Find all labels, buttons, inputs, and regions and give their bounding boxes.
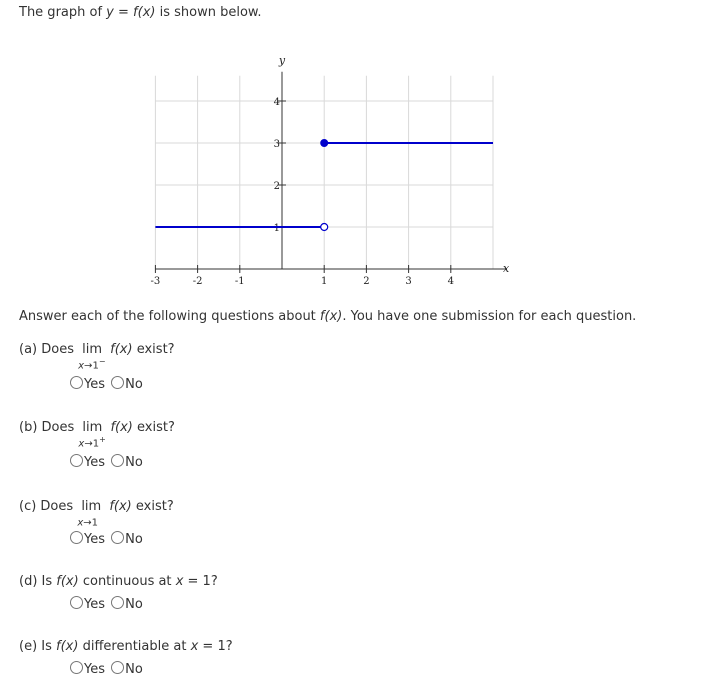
option-a-no-label[interactable]: No: [125, 377, 143, 392]
radio-d-yes[interactable]: [70, 596, 83, 609]
radio-c-yes[interactable]: [70, 531, 83, 544]
y-tick-label: 4: [273, 97, 280, 108]
option-e-no-label[interactable]: No: [125, 662, 143, 677]
y-tick-label: 2: [273, 181, 280, 192]
closed-endpoint: [321, 140, 328, 147]
question-e: (e) Is f(x) differentiable at x = 1?: [19, 639, 233, 654]
question-b: (b) Does lim x→1+ f(x) exist?: [19, 420, 175, 450]
option-c-no-label[interactable]: No: [125, 532, 143, 547]
option-c-yes-label[interactable]: Yes: [84, 532, 105, 547]
x-tick-label: -2: [192, 276, 203, 287]
x-tick-label: 2: [363, 276, 370, 287]
radio-e-no[interactable]: [111, 661, 124, 674]
option-e-yes-label[interactable]: Yes: [84, 662, 105, 677]
options-a: [70, 376, 145, 392]
option-b-no-label[interactable]: No: [125, 455, 143, 470]
x-tick-label: -1: [234, 276, 245, 287]
radio-b-no[interactable]: [111, 454, 124, 467]
options-d: [70, 596, 145, 612]
options-c: [70, 531, 145, 547]
x-tick-label: 4: [447, 276, 454, 287]
question-d: (d) Is f(x) continuous at x = 1?: [19, 574, 218, 589]
intro-text: The graph of y = f(x) is shown below.: [19, 5, 262, 20]
x-tick-label: -3: [150, 276, 161, 287]
instructions: Answer each of the following questions about f(x). You have one submission for each question.: [19, 309, 637, 324]
option-d-yes-label[interactable]: Yes: [84, 597, 105, 612]
options-b: [70, 454, 145, 470]
option-a-yes-label[interactable]: Yes: [84, 377, 105, 392]
radio-d-no[interactable]: [111, 596, 124, 609]
radio-b-yes[interactable]: [70, 454, 83, 467]
y-tick-label: 1: [273, 223, 280, 234]
limit-subscript: x→1+: [78, 435, 106, 450]
question-c: (c) Does lim x→1 f(x) exist?: [19, 499, 174, 529]
y-axis-label: y: [278, 53, 286, 67]
limit-expression: lim x→1: [77, 499, 102, 529]
x-axis-label: x: [503, 262, 510, 275]
radio-a-no[interactable]: [111, 376, 124, 389]
limit-expression: lim x→1−: [78, 342, 106, 372]
radio-c-no[interactable]: [111, 531, 124, 544]
x-tick-label: 1: [321, 276, 328, 287]
limit-expression: lim x→1+: [78, 420, 106, 450]
function-graph: [0, 0, 717, 300]
option-d-no-label[interactable]: No: [125, 597, 143, 612]
open-endpoint: [321, 224, 328, 231]
limit-subscript: x→1−: [78, 357, 106, 372]
y-tick-label: 3: [273, 139, 280, 150]
option-b-yes-label[interactable]: Yes: [84, 455, 105, 470]
options-e: [70, 661, 145, 677]
radio-e-yes[interactable]: [70, 661, 83, 674]
radio-a-yes[interactable]: [70, 376, 83, 389]
limit-subscript: x→1: [77, 517, 98, 529]
x-tick-label: 3: [405, 276, 412, 287]
question-a: (a) Does lim x→1− f(x) exist?: [19, 342, 175, 372]
